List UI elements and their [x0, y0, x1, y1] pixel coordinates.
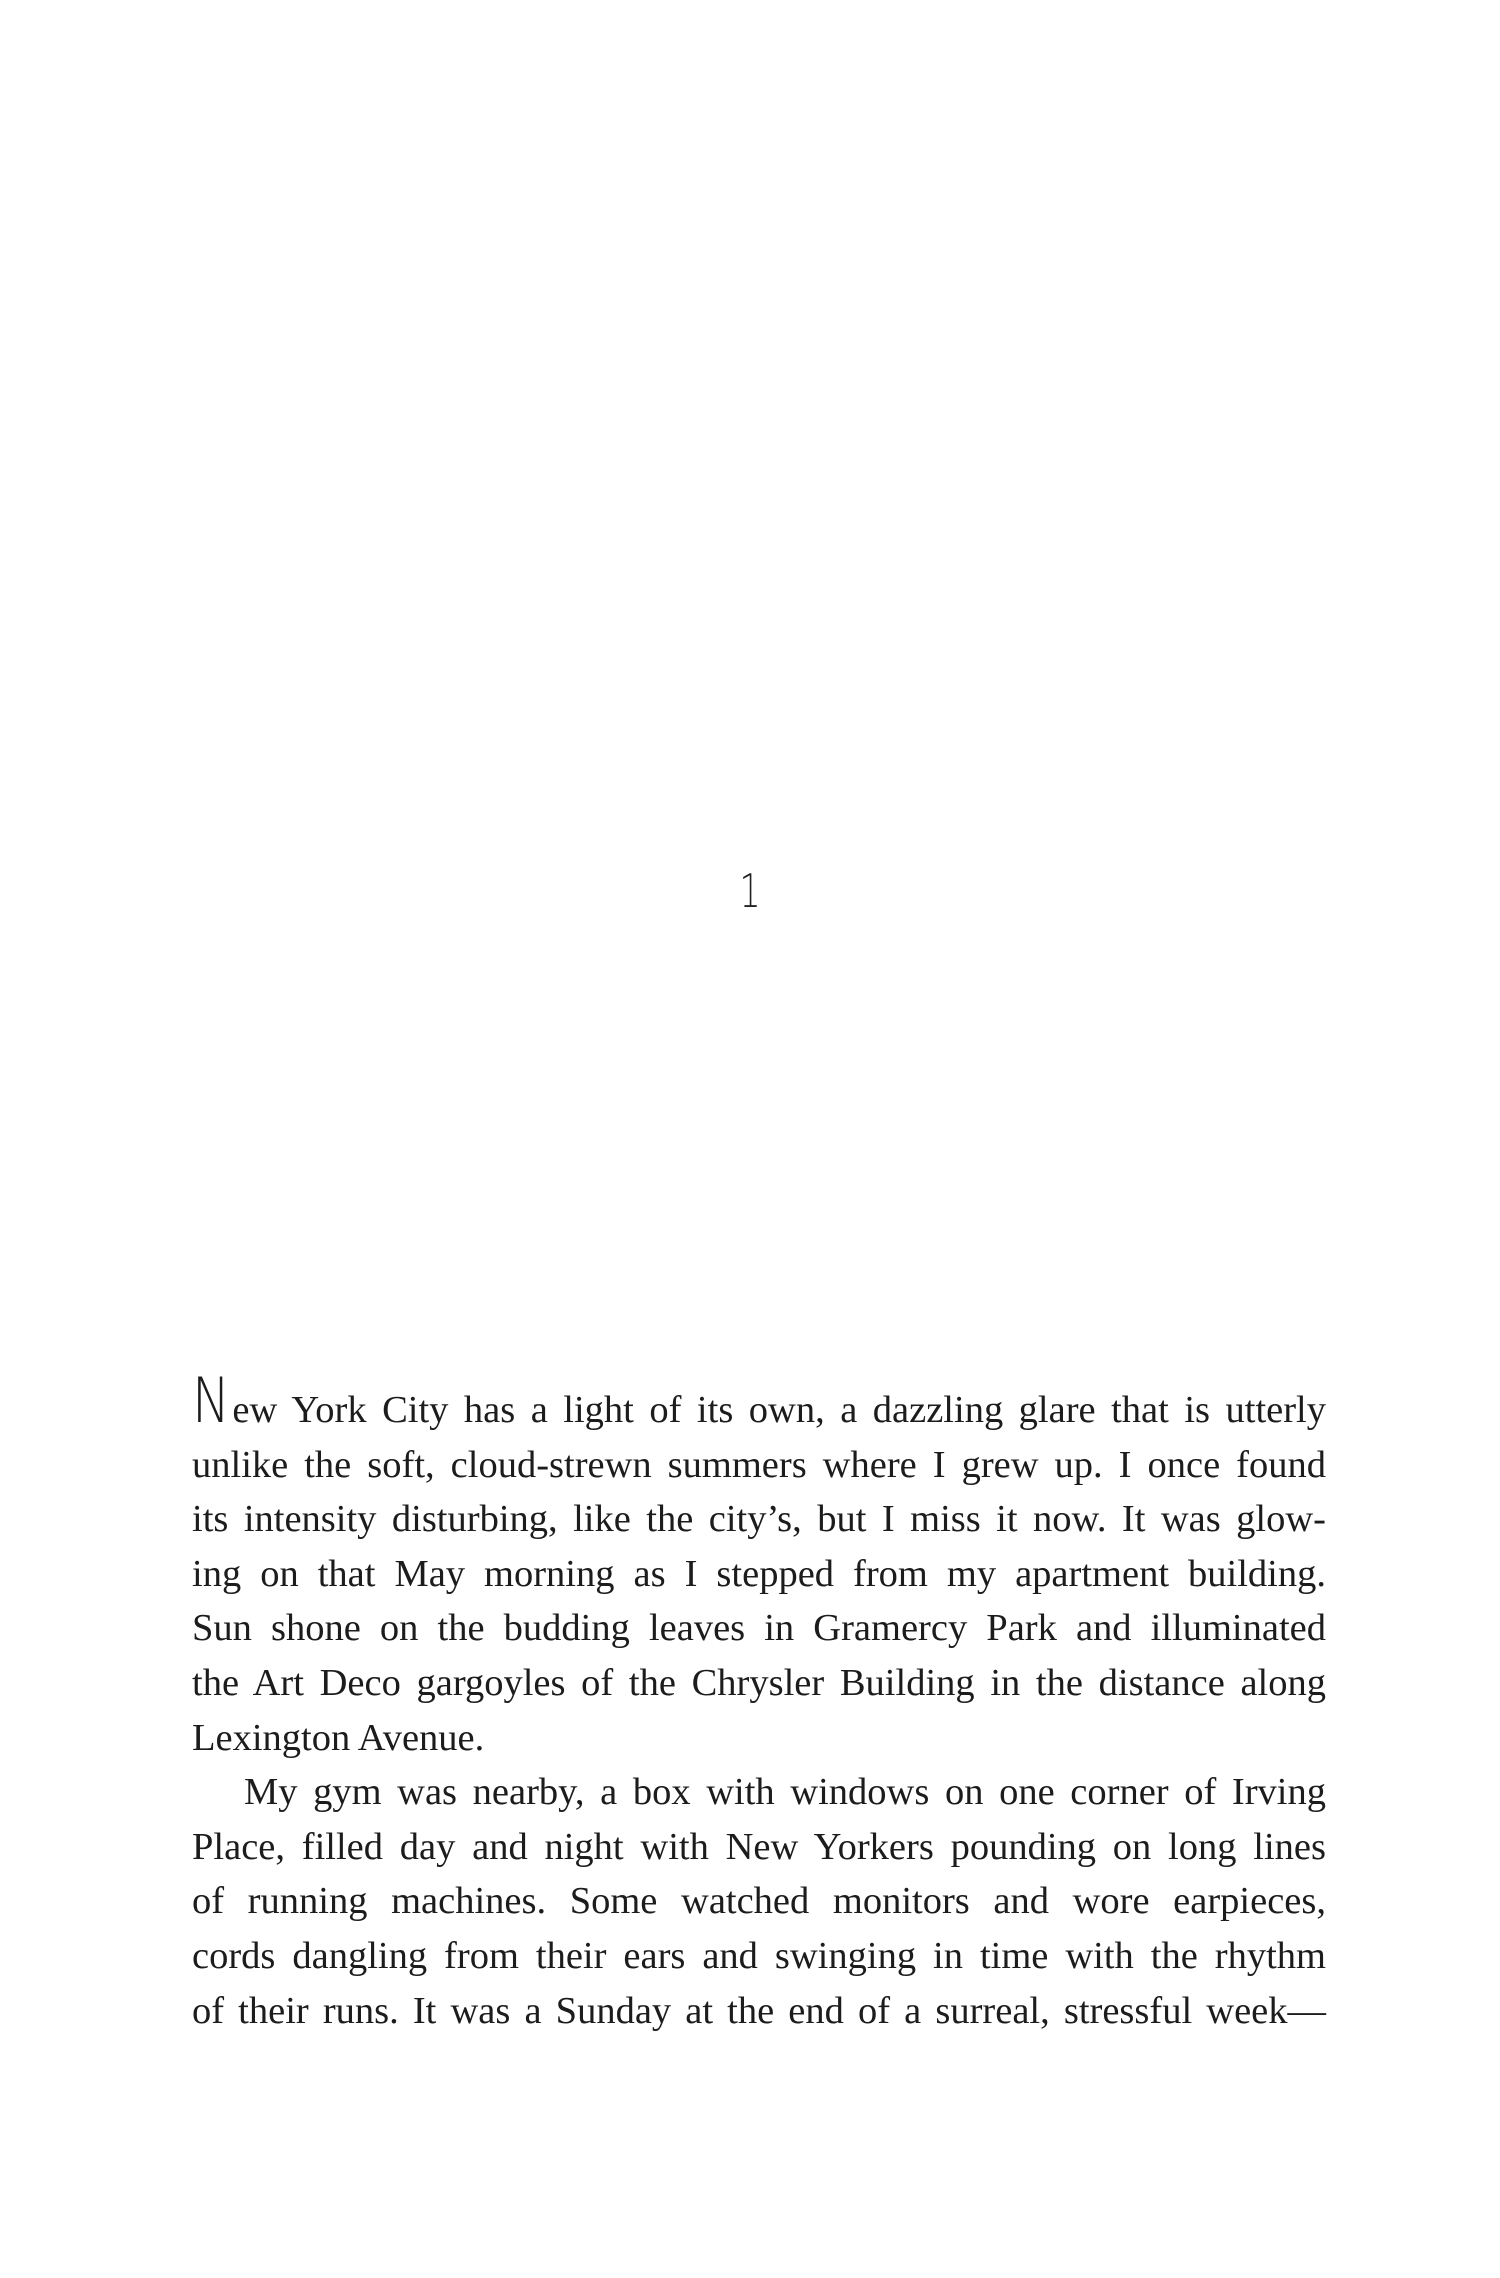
text-line: the Art Deco gargoyles of the Chrysler Building in the distance along [192, 1661, 1326, 1704]
chapter-body [192, 1364, 1326, 2038]
text-line: of running machines. Some watched monitors and wore earpieces, [192, 1880, 1326, 1923]
text-line: its intensity disturbing, like the city’s, but I miss it now. It was glow- [192, 1498, 1326, 1541]
text-line: unlike the soft, cloud-strewn summers where I grew up. I once found [192, 1443, 1326, 1486]
text-line: cords dangling from their ears and swinging in time with the rhythm [192, 1934, 1326, 1977]
text-line: Place, filled day and night with New Yorkers pounding on long lines [192, 1825, 1326, 1868]
drop-cap: N [192, 1364, 231, 1437]
paragraph-2 [192, 1765, 1326, 2038]
text-line: ing on that May morning as I stepped from my apartment building. [192, 1552, 1326, 1595]
text-line: Sun shone on the budding leaves in Gramercy Park and illuminated [192, 1607, 1326, 1650]
text-line: My gym was nearby, a box with windows on one corner of Irving [244, 1771, 1326, 1814]
text-line: of their runs. It was a Sunday at the end of a surreal, stressful week— [192, 1989, 1326, 2032]
text-line: Lexington Avenue. [192, 1716, 485, 1759]
chapter-number: 1 [739, 864, 761, 918]
paragraph-1 [192, 1364, 1326, 1765]
text-line: New York City has a light of its own, a dazzling glare that is utterly [192, 1364, 1326, 1437]
